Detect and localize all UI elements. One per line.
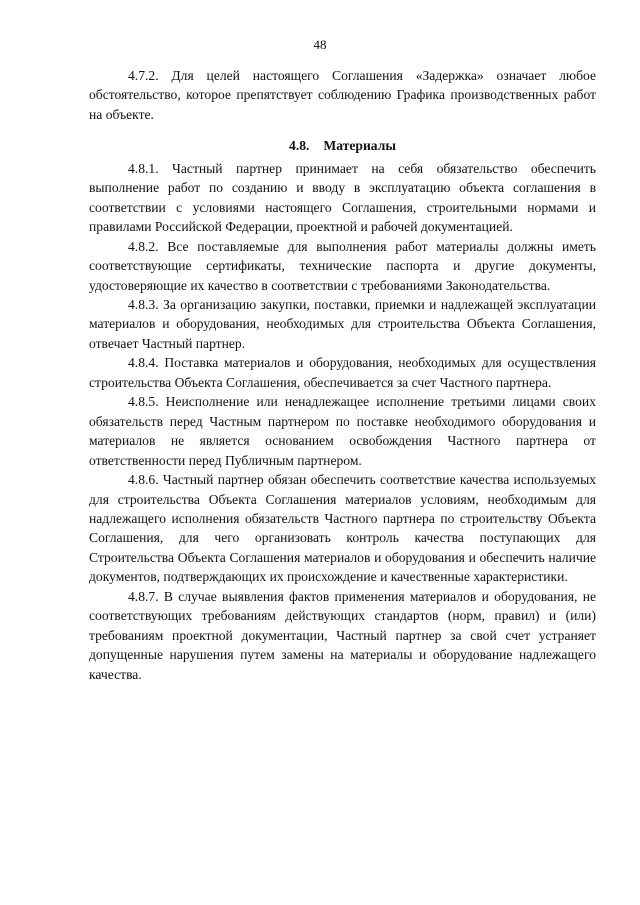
paragraph-4-8-5: 4.8.5. Неисполнение или ненадлежащее исполнение третьими лицами своих обязательств перед Частным партнером по поставке необходимого оборудования и материалов не является основанием освобождения Частного партнера от ответственности перед Публичным партнером.: [89, 394, 596, 468]
paragraph-4-8-1: 4.8.1. Частный партнер принимает на себя обязательство обеспечить выполнение работ по созданию и вводу в эксплуатацию объекта соглашения в соответствии с условиями настоящего Соглашения, строительными нормами и правилами Российской Федерации, проектной и рабочей документацией.: [89, 160, 596, 235]
paragraph-4-8-7: 4.8.7. В случае выявления фактов применения материалов и оборудования, не соответствующих требованиям действующих стандартов (норм, правил) и (или) требованиям проектной документации, Частный партнер за свой счет устраняет допущенные нарушения путем замены на материалы и оборудование надлежащего качества.: [89, 588, 596, 682]
section-title: Материалы: [323, 138, 396, 154]
paragraph-4-7-2: 4.7.2. Для целей настоящего Соглашения «Задержка» означает любое обстоятельство, которое препятствует соблюдению Графика производственных работ на объекте.: [89, 68, 596, 122]
paragraph-4-8-3: 4.8.3. За организацию закупки, поставки, приемки и надлежащей эксплуатации материалов и оборудования, необходимых для строительства Объекта Соглашения, отвечает Частный партнер.: [89, 296, 596, 351]
document-body: [89, 66, 596, 684]
paragraph-4-8-2: 4.8.2. Все поставляемые для выполнения работ материалы должны иметь соответствующие сертификаты, технические паспорта и другие документы, удостоверяющие их качество в соответствии с требованиями Законодательства.: [89, 238, 596, 293]
section-heading: [89, 136, 596, 155]
section-number: 4.8.: [289, 138, 310, 154]
paragraph-4-8-6: 4.8.6. Частный партнер обязан обеспечить соответствие качества используемых для строительства Объекта Соглашения материалов условиям, необходимым для надлежащего исполнения обязательств Частного партнера по строительству Объекта Соглашения, для чего организовать контроль качества поступающих для Строительства Объекта Соглашения материалов и оборудования и обеспечить наличие документов, подтверждающих их происхождение и качественные характеристики.: [89, 472, 596, 585]
paragraph-4-8-4: 4.8.4. Поставка материалов и оборудования, необходимых для осуществления строительства Объекта Соглашения, обеспечивается за счет Частного партнера.: [89, 355, 596, 390]
page-number: 48: [313, 37, 327, 52]
